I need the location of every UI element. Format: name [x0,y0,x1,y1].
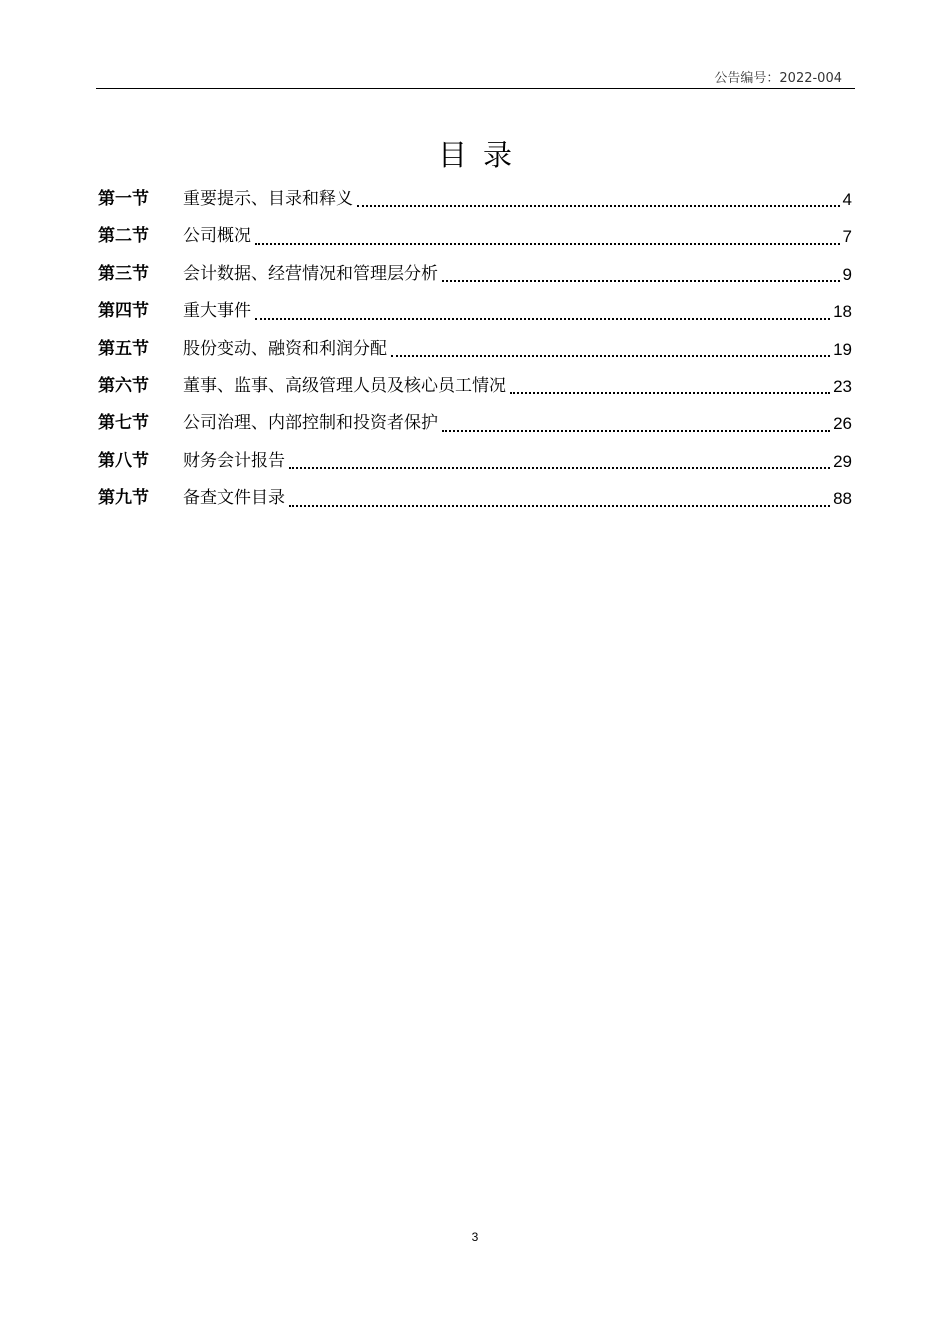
toc-section-title: 公司概况 [183,226,251,247]
page-number: 3 [471,1230,479,1244]
toc-dot-leader [255,318,830,320]
toc-entry[interactable] [98,181,852,218]
toc-page-number: 26 [833,414,852,434]
toc-dot-leader [289,505,830,507]
toc-dot-leader [442,430,830,432]
toc-section-title: 会计数据、经营情况和管理层分析 [183,263,438,284]
toc-page-number: 29 [833,451,852,471]
toc-section-title: 公司治理、内部控制和投资者保护 [183,413,438,434]
toc-page-number: 18 [833,302,852,322]
toc-entry[interactable] [98,405,852,442]
toc-page-number: 23 [833,376,852,396]
toc-section-number: 第九节 [98,488,149,509]
toc-page-number: 88 [833,489,852,509]
toc-section-number: 第六节 [98,375,149,396]
toc-section-number: 第七节 [98,413,149,434]
toc-section-title: 财务会计报告 [183,450,285,471]
toc-section-number: 第五节 [98,338,149,359]
toc-entry[interactable] [98,331,852,368]
toc-dot-leader [391,355,830,357]
toc-entry[interactable] [98,256,852,293]
toc-section-title: 重要提示、目录和释义 [183,188,353,209]
toc-entry[interactable] [98,443,852,480]
toc-section-number: 第八节 [98,450,149,471]
toc-page-number: 4 [842,189,852,209]
toc-dot-leader [289,467,830,469]
toc-entry[interactable] [98,293,852,330]
header-divider [96,88,855,89]
toc-section-title: 重大事件 [183,301,251,322]
toc-section-number: 第三节 [98,263,149,284]
toc-section-number: 第二节 [98,226,149,247]
toc-page-number: 7 [842,227,852,247]
toc-page-number: 9 [842,264,852,284]
toc-dot-leader [357,205,840,207]
toc-section-title: 备查文件目录 [183,488,285,509]
toc-entry[interactable] [98,218,852,255]
toc-section-title: 董事、监事、高级管理人员及核心员工情况 [183,375,506,396]
toc-section-number: 第四节 [98,301,149,322]
announcement-code: 公告编号：2022-004 [714,71,842,86]
toc-entry[interactable] [98,480,852,517]
toc-dot-leader [442,280,840,282]
toc-section-title: 股份变动、融资和利润分配 [183,338,387,359]
toc-page-number: 19 [833,339,852,359]
toc-entry[interactable] [98,368,852,405]
toc-section-number: 第一节 [98,188,149,209]
table-of-contents [98,181,852,518]
toc-dot-leader [510,392,830,394]
toc-title: 目录 [437,138,528,172]
toc-dot-leader [255,243,840,245]
